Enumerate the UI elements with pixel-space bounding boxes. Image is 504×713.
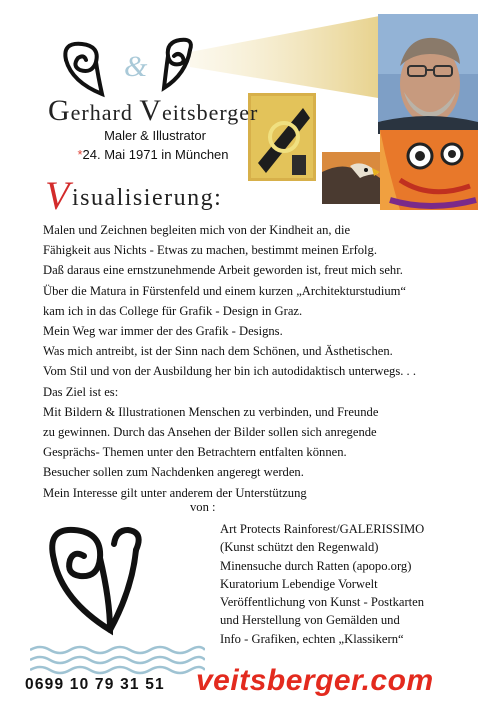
- artwork-eagle-thumbnail: [322, 152, 380, 204]
- artwork-butterfly-thumbnail: [380, 130, 478, 210]
- phone-number[interactable]: 0699 10 79 31 51: [25, 676, 165, 693]
- body-line: Gesprächs- Themen unter den Betrachtern entfalten können.: [43, 445, 347, 460]
- body-line: Mein Weg war immer der des Grafik - Designs.: [43, 324, 283, 339]
- list-item: Kuratorium Lebendige Vorwelt: [220, 576, 378, 591]
- list-item: (Kunst schützt den Regenwald): [220, 540, 379, 555]
- body-line: kam ich in das College für Grafik - Design in Graz.: [43, 303, 303, 318]
- gold-beam-decoration: [190, 12, 400, 102]
- birth-info: *24. Mai 1971 in München: [77, 147, 229, 162]
- body-line: Besucher sollen zum Nachdenken angeregt werden.: [43, 465, 304, 480]
- section-heading: Visualisierung:: [45, 173, 223, 218]
- body-line: Mein Interesse gilt unter anderem der Unterstützung: [43, 485, 307, 500]
- body-line: Über die Matura in Fürstenfeld und einem kurzen „Architekturstudium“: [43, 283, 407, 298]
- body-line: Was mich antreibt, ist der Sinn nach dem Schönen, und Ästhetischen.: [43, 344, 393, 359]
- body-line: Vom Stil und von der Ausbildung her bin ich autodidaktisch unterwegs. . .: [43, 364, 416, 379]
- list-item: Veröffentlichung von Kunst - Postkarten: [220, 595, 425, 610]
- body-line: Daß daraus eine ernstzunehmende Arbeit geworden ist, freut mich sehr.: [43, 263, 403, 278]
- ampersand-icon: &: [124, 50, 148, 83]
- artist-role: Maler & Illustrator: [104, 128, 206, 143]
- list-item: Art Protects Rainforest/GALERISSIMO: [220, 522, 425, 536]
- support-list: [220, 520, 490, 648]
- body-line: Mit Bildern & Illustrationen Menschen zu verbinden, und Freunde: [43, 404, 379, 419]
- list-item: und Herstellung von Gemälden und: [220, 613, 400, 628]
- artist-name: Gerhard Veitsberger: [48, 94, 259, 127]
- list-item: Info - Grafiken, echten „Klassikern“: [220, 631, 404, 646]
- waves-icon: [30, 642, 205, 676]
- website-link[interactable]: veitsberger.com: [196, 664, 434, 697]
- heart-swirl-icon: [40, 520, 150, 640]
- artist-portrait-photo: [378, 14, 478, 134]
- body-text: [43, 220, 498, 503]
- von-label: von :: [190, 500, 216, 514]
- body-line: Fähigkeit aus Nichts - Etwas zu machen, bestimmt meinen Erfolg.: [43, 243, 378, 258]
- list-item: Minensuche durch Ratten (apopo.org): [220, 558, 412, 573]
- body-line: zu gewinnen. Durch das Ansehen der Bilder sollen sich anregende: [43, 425, 377, 440]
- body-line: Das Ziel ist es:: [43, 384, 119, 399]
- body-line: Malen und Zeichnen begleiten mich von der Kindheit an, die: [43, 223, 351, 237]
